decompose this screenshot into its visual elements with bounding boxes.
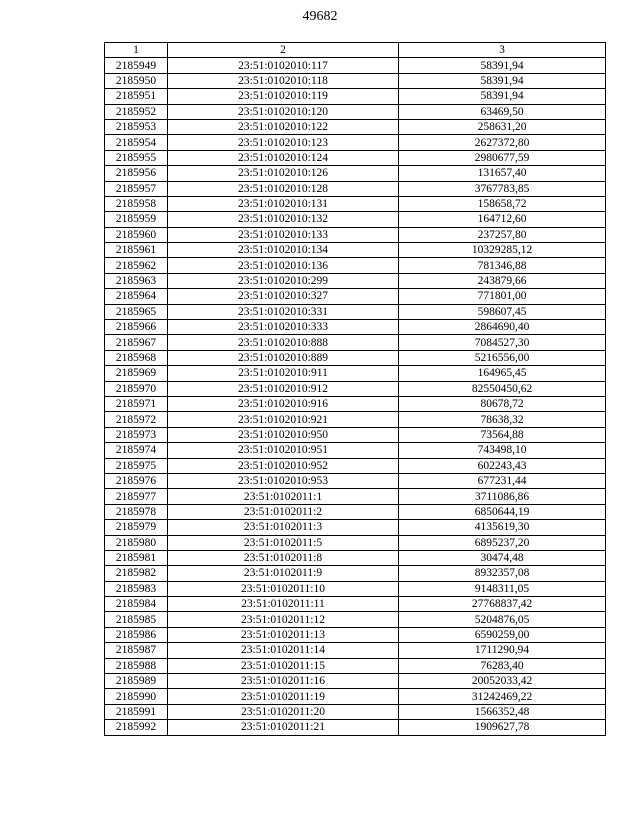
cadastral-value-cell: 1566352,48 [399,704,606,719]
table-row [105,181,606,196]
cadastral-value-cell: 80678,72 [399,396,606,411]
row-number-cell: 2185987 [105,643,168,658]
cadastral-value-cell: 3711086,86 [399,489,606,504]
cadastral-value-cell: 58391,94 [399,58,606,73]
cadastral-value-cell: 771801,00 [399,289,606,304]
cadastral-number-cell: 23:51:0102010:136 [168,258,399,273]
row-number-cell: 2185951 [105,89,168,104]
cadastral-value-cell: 2627372,80 [399,135,606,150]
row-number-cell: 2185953 [105,119,168,134]
cadastral-number-cell: 23:51:0102010:123 [168,135,399,150]
row-number-cell: 2185965 [105,304,168,319]
cadastral-value-cell: 3767783,85 [399,181,606,196]
row-number-cell: 2185988 [105,658,168,673]
cadastral-value-cell: 131657,40 [399,166,606,181]
table-row [105,535,606,550]
table-row [105,196,606,211]
cadastral-number-cell: 23:51:0102011:19 [168,689,399,704]
table-row [105,566,606,581]
cadastral-number-cell: 23:51:0102010:921 [168,412,399,427]
cadastral-number-cell: 23:51:0102011:21 [168,720,399,735]
cadastral-number-cell: 23:51:0102010:119 [168,89,399,104]
cadastral-value-cell: 1711290,94 [399,643,606,658]
row-number-cell: 2185973 [105,427,168,442]
table-row [105,150,606,165]
row-number-cell: 2185955 [105,150,168,165]
row-number-cell: 2185972 [105,412,168,427]
table-row [105,258,606,273]
row-number-cell: 2185979 [105,520,168,535]
cadastral-value-cell: 5216556,00 [399,350,606,365]
row-number-cell: 2185970 [105,381,168,396]
table-row [105,473,606,488]
column-header-1: 1 [105,43,168,58]
cadastral-number-cell: 23:51:0102010:911 [168,366,399,381]
table-row [105,73,606,88]
cadastral-number-cell: 23:51:0102010:331 [168,304,399,319]
cadastral-number-cell: 23:51:0102010:134 [168,243,399,258]
cadastral-value-cell: 6895237,20 [399,535,606,550]
row-number-cell: 2185981 [105,550,168,565]
row-number-cell: 2185991 [105,704,168,719]
table-row [105,489,606,504]
cadastral-value-cell: 30474,48 [399,550,606,565]
table-row [105,504,606,519]
cadastral-value-cell: 58391,94 [399,89,606,104]
table-row [105,396,606,411]
table-row [105,212,606,227]
cadastral-value-cell: 5204876,05 [399,612,606,627]
table-row [105,273,606,288]
row-number-cell: 2185982 [105,566,168,581]
table-row [105,289,606,304]
table-row [105,658,606,673]
row-number-cell: 2185960 [105,227,168,242]
cadastral-number-cell: 23:51:0102010:131 [168,196,399,211]
cadastral-value-cell: 677231,44 [399,473,606,488]
row-number-cell: 2185968 [105,350,168,365]
table-row [105,643,606,658]
table-row [105,166,606,181]
row-number-cell: 2185974 [105,443,168,458]
cadastral-value-cell: 243879,66 [399,273,606,288]
row-number-cell: 2185956 [105,166,168,181]
cadastral-value-cell: 602243,43 [399,458,606,473]
cadastral-number-cell: 23:51:0102010:889 [168,350,399,365]
table-row [105,581,606,596]
cadastral-value-cell: 6850644,19 [399,504,606,519]
table-row [105,597,606,612]
table-row [105,612,606,627]
cadastral-number-cell: 23:51:0102010:953 [168,473,399,488]
row-number-cell: 2185966 [105,320,168,335]
cadastral-value-cell: 1909627,78 [399,720,606,735]
cadastral-value-cell: 27768837,42 [399,597,606,612]
row-number-cell: 2185961 [105,243,168,258]
cadastral-value-cell: 63469,50 [399,104,606,119]
table-row [105,320,606,335]
row-number-cell: 2185952 [105,104,168,119]
cadastral-value-cell: 258631,20 [399,119,606,134]
table-row [105,119,606,134]
cadastral-number-cell: 23:51:0102010:118 [168,73,399,88]
cadastral-value-cell: 31242469,22 [399,689,606,704]
cadastral-number-cell: 23:51:0102010:916 [168,396,399,411]
row-number-cell: 2185984 [105,597,168,612]
row-number-cell: 2185950 [105,73,168,88]
cadastral-number-cell: 23:51:0102011:9 [168,566,399,581]
row-number-cell: 2185949 [105,58,168,73]
cadastral-number-cell: 23:51:0102011:2 [168,504,399,519]
column-header-2: 2 [168,43,399,58]
cadastral-number-cell: 23:51:0102010:117 [168,58,399,73]
cadastral-number-cell: 23:51:0102011:8 [168,550,399,565]
table-row [105,304,606,319]
cadastral-value-cell: 164712,60 [399,212,606,227]
column-header-3: 3 [399,43,606,58]
cadastral-value-cell: 2980677,59 [399,150,606,165]
cadastral-number-cell: 23:51:0102011:13 [168,627,399,642]
table-row [105,335,606,350]
cadastral-number-cell: 23:51:0102011:10 [168,581,399,596]
row-number-cell: 2185977 [105,489,168,504]
cadastral-number-cell: 23:51:0102010:950 [168,427,399,442]
cadastral-value-cell: 20052033,42 [399,674,606,689]
table-row [105,135,606,150]
cadastral-number-cell: 23:51:0102010:327 [168,289,399,304]
row-number-cell: 2185983 [105,581,168,596]
table-row [105,381,606,396]
cadastral-number-cell: 23:51:0102010:120 [168,104,399,119]
row-number-cell: 2185963 [105,273,168,288]
cadastral-number-cell: 23:51:0102010:122 [168,119,399,134]
table-row [105,350,606,365]
cadastral-value-cell: 4135619,30 [399,520,606,535]
cadastral-value-cell: 6590259,00 [399,627,606,642]
table-row [105,427,606,442]
cadastral-number-cell: 23:51:0102010:299 [168,273,399,288]
cadastral-number-cell: 23:51:0102010:133 [168,227,399,242]
table-row [105,58,606,73]
row-number-cell: 2185992 [105,720,168,735]
table-body [105,58,606,735]
row-number-cell: 2185978 [105,504,168,519]
cadastral-number-cell: 23:51:0102011:14 [168,643,399,658]
cadastral-number-cell: 23:51:0102011:3 [168,520,399,535]
cadastral-value-cell: 58391,94 [399,73,606,88]
row-number-cell: 2185954 [105,135,168,150]
cadastral-number-cell: 23:51:0102010:333 [168,320,399,335]
table-row [105,458,606,473]
cadastral-number-cell: 23:51:0102010:124 [168,150,399,165]
cadastral-number-cell: 23:51:0102010:128 [168,181,399,196]
table-row [105,89,606,104]
cadastral-number-cell: 23:51:0102011:16 [168,674,399,689]
row-number-cell: 2185969 [105,366,168,381]
row-number-cell: 2185962 [105,258,168,273]
cadastral-number-cell: 23:51:0102011:12 [168,612,399,627]
cadastral-value-cell: 743498,10 [399,443,606,458]
cadastral-value-cell: 164965,45 [399,366,606,381]
cadastral-value-cell: 781346,88 [399,258,606,273]
row-number-cell: 2185990 [105,689,168,704]
table-row [105,243,606,258]
cadastral-value-cell: 78638,32 [399,412,606,427]
table-row [105,520,606,535]
cadastral-value-cell: 237257,80 [399,227,606,242]
cadastral-value-cell: 598607,45 [399,304,606,319]
cadastral-value-cell: 2864690,40 [399,320,606,335]
cadastral-number-cell: 23:51:0102011:15 [168,658,399,673]
row-number-cell: 2185958 [105,196,168,211]
row-number-cell: 2185959 [105,212,168,227]
cadastral-value-cell: 7084527,30 [399,335,606,350]
cadastral-number-cell: 23:51:0102010:126 [168,166,399,181]
row-number-cell: 2185986 [105,627,168,642]
table-row [105,412,606,427]
cadastral-value-cell: 73564,88 [399,427,606,442]
cadastral-value-cell: 8932357,08 [399,566,606,581]
row-number-cell: 2185957 [105,181,168,196]
cadastral-value-cell: 82550450,62 [399,381,606,396]
page-number: 49682 [302,9,338,24]
table-row [105,366,606,381]
row-number-cell: 2185975 [105,458,168,473]
cadastral-number-cell: 23:51:0102010:951 [168,443,399,458]
cadastral-number-cell: 23:51:0102010:132 [168,212,399,227]
table-row [105,227,606,242]
table-row [105,704,606,719]
cadastral-number-cell: 23:51:0102011:20 [168,704,399,719]
row-number-cell: 2185964 [105,289,168,304]
row-number-cell: 2185976 [105,473,168,488]
cadastral-number-cell: 23:51:0102010:952 [168,458,399,473]
table-row [105,674,606,689]
cadastral-value-cell: 10329285,12 [399,243,606,258]
cadastral-value-table [104,42,606,736]
row-number-cell: 2185985 [105,612,168,627]
cadastral-number-cell: 23:51:0102010:888 [168,335,399,350]
table-row [105,550,606,565]
table-row [105,627,606,642]
row-number-cell: 2185971 [105,396,168,411]
cadastral-number-cell: 23:51:0102011:5 [168,535,399,550]
row-number-cell: 2185967 [105,335,168,350]
table-header-row [105,43,606,58]
row-number-cell: 2185989 [105,674,168,689]
table-row [105,720,606,735]
table-row [105,104,606,119]
cadastral-number-cell: 23:51:0102011:1 [168,489,399,504]
table-row [105,689,606,704]
row-number-cell: 2185980 [105,535,168,550]
cadastral-number-cell: 23:51:0102011:11 [168,597,399,612]
cadastral-number-cell: 23:51:0102010:912 [168,381,399,396]
table-row [105,443,606,458]
cadastral-value-cell: 9148311,05 [399,581,606,596]
cadastral-value-cell: 158658,72 [399,196,606,211]
cadastral-value-cell: 76283,40 [399,658,606,673]
